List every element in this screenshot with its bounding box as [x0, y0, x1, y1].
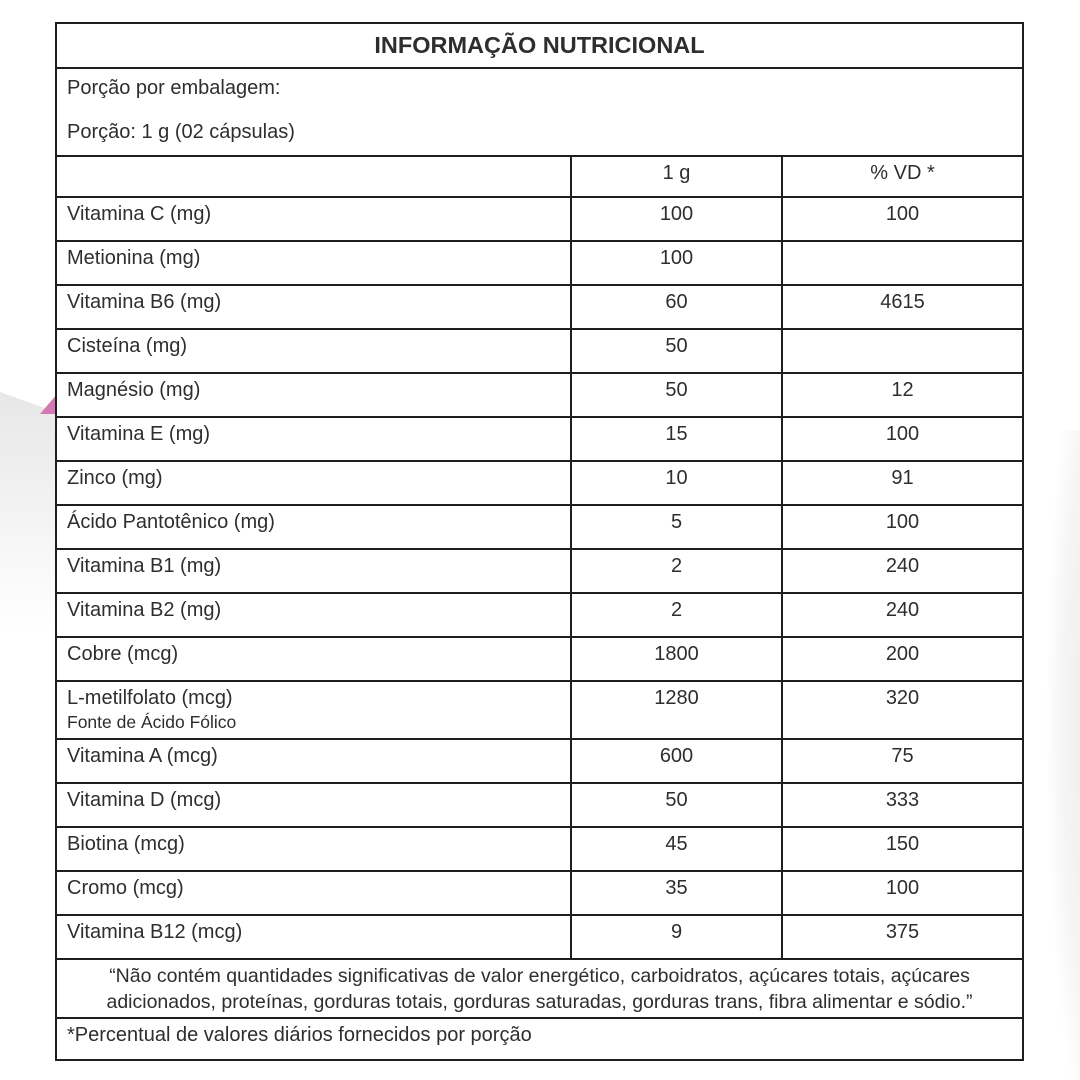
- daily-value-percent-cell: 320: [782, 681, 1023, 739]
- amount-per-serving-cell: 5: [571, 505, 782, 549]
- nutrient-row: [56, 241, 1023, 285]
- amount-per-serving-cell: 35: [571, 871, 782, 915]
- nutrient-row: [56, 417, 1023, 461]
- nutrient-name-cell: [56, 197, 571, 241]
- column-header-dv: % VD *: [782, 156, 1023, 197]
- nutrient-name: Ácido Pantotênico (mg): [67, 511, 275, 533]
- gray-wedge-decoration: [0, 392, 56, 642]
- daily-value-percent-cell: 375: [782, 915, 1023, 959]
- serving-info-row: [56, 68, 1023, 156]
- daily-value-percent-cell: 240: [782, 549, 1023, 593]
- nutrient-name: Cromo (mcg): [67, 877, 184, 899]
- amount-per-serving-cell: 100: [571, 197, 782, 241]
- daily-value-percent-cell: 100: [782, 505, 1023, 549]
- nutrient-name-cell: [56, 329, 571, 373]
- nutrient-row: [56, 461, 1023, 505]
- nutrient-name-cell: [56, 827, 571, 871]
- amount-per-serving-cell: 45: [571, 827, 782, 871]
- nutrient-name: Magnésio (mg): [67, 379, 201, 401]
- daily-value-percent-cell: 333: [782, 783, 1023, 827]
- daily-value-percent-cell: 240: [782, 593, 1023, 637]
- nutrient-name-cell: [56, 549, 571, 593]
- nutrient-row: [56, 593, 1023, 637]
- nutrient-name-cell: [56, 241, 571, 285]
- daily-values-footnote: *Percentual de valores diários fornecidos por porção: [56, 1018, 1023, 1060]
- nutrient-name: Vitamina D (mcg): [67, 789, 222, 811]
- daily-value-percent-cell: 100: [782, 871, 1023, 915]
- nutrient-row: [56, 637, 1023, 681]
- daily-value-percent-cell: [782, 329, 1023, 373]
- nutrient-row: [56, 505, 1023, 549]
- amount-per-serving-cell: 50: [571, 329, 782, 373]
- amount-per-serving-cell: 50: [571, 373, 782, 417]
- daily-value-percent-cell: 75: [782, 739, 1023, 783]
- amount-per-serving-cell: 2: [571, 593, 782, 637]
- nutrient-row: [56, 783, 1023, 827]
- amount-per-serving-cell: 1800: [571, 637, 782, 681]
- nutrient-name: Cobre (mcg): [67, 643, 179, 665]
- nutrient-name-cell: [56, 739, 571, 783]
- nutrient-name-cell: [56, 285, 571, 329]
- nutrient-name: Vitamina B2 (mg): [67, 599, 222, 621]
- nutrient-name: L-metilfolato (mcg): [67, 687, 233, 709]
- amount-per-serving-cell: 1280: [571, 681, 782, 739]
- nutrient-name: Cisteína (mg): [67, 335, 188, 357]
- daily-value-percent-cell: 12: [782, 373, 1023, 417]
- nutrient-name-cell: [56, 681, 571, 739]
- amount-per-serving-cell: 60: [571, 285, 782, 329]
- daily-value-percent-cell: 4615: [782, 285, 1023, 329]
- nutrient-name-cell: [56, 373, 571, 417]
- column-header-row: [56, 156, 1023, 197]
- table-head-section: [56, 23, 1023, 197]
- serving-size-label: Porção: 1 g (02 cápsulas): [67, 121, 295, 143]
- nutrient-row: [56, 871, 1023, 915]
- nutrient-name: Vitamina E (mg): [67, 423, 211, 445]
- nutrient-name: Zinco (mg): [67, 467, 163, 489]
- nutrient-row: [56, 329, 1023, 373]
- nutrient-name: Vitamina B12 (mcg): [67, 921, 243, 943]
- nutrient-name: Metionina (mg): [67, 247, 201, 269]
- nutrient-name-cell: [56, 915, 571, 959]
- nutrient-rows-section: [56, 197, 1023, 959]
- nutrient-row: [56, 197, 1023, 241]
- nutrient-name-cell: [56, 637, 571, 681]
- nutrient-row: [56, 681, 1023, 739]
- nutrient-name-cell: [56, 461, 571, 505]
- gray-curve-decoration: [1022, 430, 1080, 1080]
- nutrient-row: [56, 915, 1023, 959]
- nutrient-row: [56, 739, 1023, 783]
- daily-value-percent-cell: 100: [782, 417, 1023, 461]
- table-title-row: [56, 23, 1023, 68]
- nutrient-name: Vitamina B1 (mg): [67, 555, 222, 577]
- column-header-nutrient: [56, 156, 571, 197]
- no-significant-amounts-note: “Não contém quantidades significativas de valor energético, carboidratos, açúcares totais, açúcares adicionados, proteínas, gorduras totais, gorduras saturadas, gorduras trans, fibra alimentar e sódio.”: [56, 959, 1023, 1018]
- amount-per-serving-cell: 10: [571, 461, 782, 505]
- no-significant-amounts-row: [56, 959, 1023, 1018]
- servings-per-package-label: Porção por embalagem:: [67, 77, 281, 99]
- nutrient-name: Vitamina A (mcg): [67, 745, 218, 767]
- amount-per-serving-cell: 600: [571, 739, 782, 783]
- nutrient-name: Vitamina C (mg): [67, 203, 212, 225]
- daily-value-percent-cell: 100: [782, 197, 1023, 241]
- nutrition-facts-table: [55, 22, 1024, 1061]
- nutrient-name: Biotina (mcg): [67, 833, 185, 855]
- nutrient-row: [56, 827, 1023, 871]
- amount-per-serving-cell: 50: [571, 783, 782, 827]
- nutrient-row: [56, 285, 1023, 329]
- table-title: INFORMAÇÃO NUTRICIONAL: [56, 23, 1023, 68]
- daily-value-percent-cell: [782, 241, 1023, 285]
- daily-values-footnote-row: [56, 1018, 1023, 1060]
- nutrient-name: Vitamina B6 (mg): [67, 291, 222, 313]
- nutrient-name-cell: [56, 871, 571, 915]
- serving-info-cell: [56, 68, 1023, 156]
- nutrient-name-cell: [56, 783, 571, 827]
- amount-per-serving-cell: 15: [571, 417, 782, 461]
- nutrient-subname: Fonte de Ácido Fólico: [67, 712, 237, 732]
- amount-per-serving-cell: 9: [571, 915, 782, 959]
- nutrient-name-cell: [56, 505, 571, 549]
- nutrient-row: [56, 549, 1023, 593]
- daily-value-percent-cell: 150: [782, 827, 1023, 871]
- amount-per-serving-cell: 2: [571, 549, 782, 593]
- amount-per-serving-cell: 100: [571, 241, 782, 285]
- table-foot-section: [56, 959, 1023, 1060]
- nutrient-name-cell: [56, 417, 571, 461]
- daily-value-percent-cell: 91: [782, 461, 1023, 505]
- nutrient-row: [56, 373, 1023, 417]
- daily-value-percent-cell: 200: [782, 637, 1023, 681]
- column-header-amount: 1 g: [571, 156, 782, 197]
- nutrient-name-cell: [56, 593, 571, 637]
